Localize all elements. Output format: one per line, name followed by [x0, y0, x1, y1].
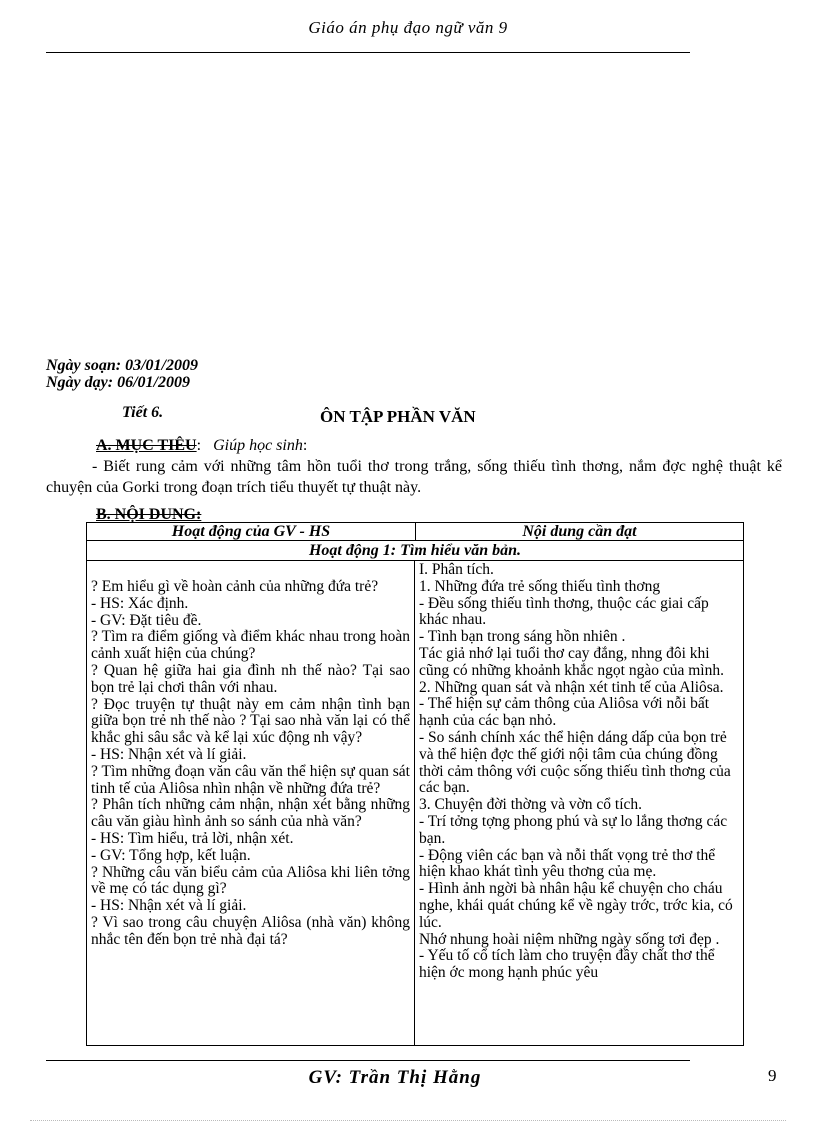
objectives-sub-colon: :	[302, 437, 308, 454]
content-line: - Yếu tố cổ tích làm cho truyện đầy chất thơ thể hiện ớc mong hạnh phúc yêu	[419, 947, 715, 982]
table-body	[87, 561, 743, 1045]
content-line: 1. Những đứa trẻ sống thiếu tình thơng	[419, 577, 661, 595]
objectives-heading: A. MỤC TIÊU	[96, 437, 197, 454]
objectives-colon: :	[196, 437, 202, 454]
activity-title: Hoạt động 1: Tìm hiểu văn bản.	[87, 541, 743, 561]
activity-line: ? Tìm những đoạn văn câu văn thể hiện sự quan sát tinh tế của Aliôsa nhìn nhận về những đứa trẻ?	[91, 762, 410, 797]
lesson-title: ÔN TẬP PHẦN VĂN	[320, 407, 476, 426]
activity-line: - HS: Tìm hiểu, trả lời, nhận xét.	[91, 829, 294, 847]
content-line: - Tình bạn trong sáng hồn nhiên .	[419, 628, 626, 646]
content-line: - Hình ảnh ngời bà nhân hậu kể chuyện cho cháu nghe, khái quát chúng kể về ngày trớc, trớc kia, có lúc.	[419, 880, 733, 931]
activity-line: - HS: Nhận xét và lí giải.	[91, 897, 247, 915]
content-heading-text: B. NỘI DUNG:	[96, 506, 202, 523]
objectives-heading-line	[96, 437, 307, 455]
activity-line: ? Em hiểu gì về hoàn cảnh của những đứa trẻ?	[91, 578, 379, 595]
content-column	[415, 561, 743, 1045]
date-day: Ngày dạy: 06/01/2009	[46, 374, 190, 391]
footer-rule	[46, 1060, 690, 1061]
activity-line: - HS: Xác định.	[91, 594, 189, 612]
content-line: 3. Chuyện đời thờng và vờn cổ tích.	[419, 796, 643, 814]
content-line: - Động viên các bạn và nỗi thất vọng trẻ thơ thể hiện khao khát tình yêu thơng của mẹ.	[419, 846, 716, 881]
objectives-goal: - Biết rung cảm với những tâm hồn tuổi thơ trong trắng, sống thiếu tình thơng, nắm đợc nghệ thuật kể chuyện của Gorki trong đoạn trích tiểu thuyết tự thuật này.	[46, 458, 782, 496]
page-number: 9	[768, 1066, 777, 1085]
lesson-table	[86, 522, 744, 1046]
header-title: Giáo án phụ đạo ngữ văn 9	[308, 18, 508, 37]
content-line: - Đều sống thiếu tình thơng, thuộc các giai cấp khác nhau.	[419, 594, 709, 629]
content-line: - So sánh chính xác thể hiện dáng dấp của bọn trẻ và thể hiện đợc thế giới nội tâm của chúng đồng thời cảm thông với cuộc sống thiếu tình thơng của các bạn.	[419, 728, 731, 797]
content-line: I. Phân tích.	[419, 561, 494, 578]
content-line: 2. Những quan sát và nhận xét tinh tế của Aliôsa.	[419, 678, 724, 696]
content-line: Nhớ nhung hoài niệm những ngày sống tơi đẹp .	[419, 930, 720, 948]
date-soan: Ngày soạn: 03/01/2009	[46, 357, 198, 374]
page-edge	[30, 1120, 786, 1121]
activity-line: - GV: Đặt tiêu đề.	[91, 611, 202, 629]
header-rule	[46, 52, 690, 53]
activity-line: ? Quan hệ giữa hai gia đình nh thế nào? Tại sao bọn trẻ lại chơi thân với nhau.	[91, 661, 410, 696]
activity-line: ? Đọc truyện tự thuật này em cảm nhận tình bạn giữa bọn trẻ nh thế nào ? Tại sao nhà văn lại có thể khắc ghi sâu sắc và kể lại xúc động nh vậy?	[91, 695, 410, 747]
content-line: - Thể hiện sự cảm thông của Aliôsa với nỗi bất hạnh của các bạn nhỏ.	[419, 695, 710, 730]
lesson-dates	[46, 357, 198, 391]
activity-line: - GV: Tổng hợp, kết luận.	[91, 846, 251, 864]
footer-author: GV: Trần Thị Hằng	[308, 1067, 482, 1088]
content-line: Tác giả nhớ lại tuổi thơ cay đắng, nhng đôi khi cũng có những khoảnh khắc ngọt ngào của mình.	[419, 644, 724, 679]
activity-line: ? Phân tích những cảm nhận, nhận xét bằng những câu văn giàu hình ảnh so sánh của nhà văn?	[91, 796, 410, 831]
activity-line: - HS: Nhận xét và lí giải.	[91, 745, 247, 763]
content-line: - Trí tởng tợng phong phú và sự lo lắng thơng các bạn.	[419, 812, 728, 847]
lesson-number: Tiết 6.	[122, 404, 164, 421]
activity-line: ? Vì sao trong câu chuyện Aliôsa (nhà văn) không nhắc tên đến bọn trẻ nhà đại tá?	[91, 913, 410, 948]
objectives-sub: Giúp học sinh	[213, 437, 303, 454]
table-header-content: Nội dung cần đạt	[522, 523, 637, 540]
table-header-activities: Hoạt động của GV - HS	[87, 523, 416, 540]
activities-column	[87, 561, 415, 1045]
activity-line: ? Tìm ra điểm giống và điểm khác nhau trong hoàn cảnh xuất hiện của chúng?	[91, 628, 410, 663]
activity-line: ? Những câu văn biểu cảm của Aliôsa khi liên tởng về mẹ có tác dụng gì?	[91, 863, 410, 898]
table-header-row	[87, 523, 743, 541]
